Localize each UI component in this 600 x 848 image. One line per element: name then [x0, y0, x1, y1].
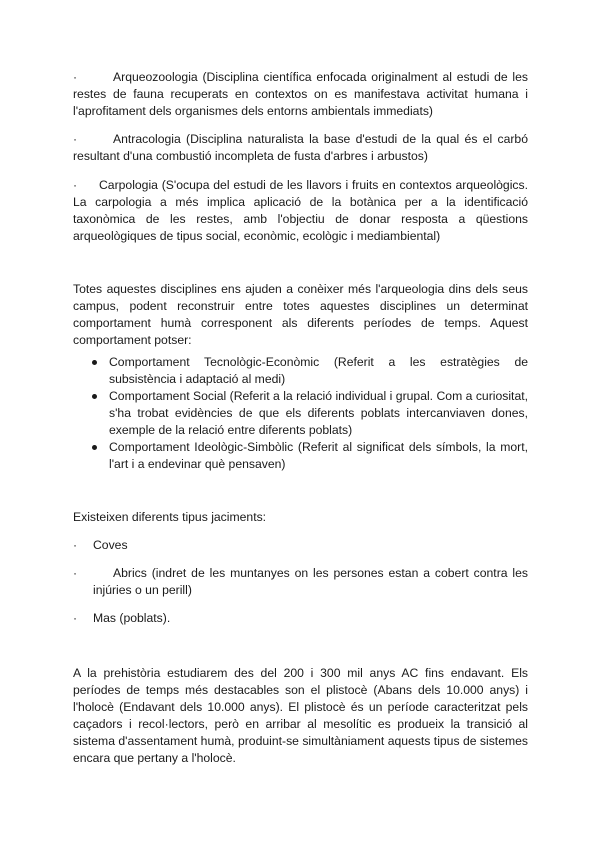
- prehistory-paragraph: A la prehistòria estudiarem des del 200 i 300 mil anys AC fins endavant. Els períodes de temps més destacables son el plistocè (Abans dels 10.000 anys) i l'holocè (Endavant dels 10.000 anys). El plistocè és un període caracteritzat pels caçadors i recol·lectors, però en arribar al mesolític es produeix la transició al sistema d'assentament humà, produint-se simultàniament aquests tipus de sistemes encara que pertany a l'holocè.: [73, 666, 528, 765]
- behaviour-text: Comportament Ideològic-Simbòlic (Referit al significat dels símbols, la mort, l'art i a endevinar què pensaven): [109, 440, 528, 471]
- site-item-abrics: [73, 565, 528, 599]
- list-marker: ·: [73, 70, 78, 84]
- behaviour-item: [73, 439, 528, 473]
- discipline-text: Carpologia (S'ocupa del estudi de les llavors i fruits en contextos arqueològics. La carpologia a més implica aplicació de la botànica per a la identificació taxonòmica de les restes, amb l'objectiu de donar resposta a qüestions arqueològiques de tipus social, econòmic, ecològic i mediambiental): [73, 178, 528, 243]
- site-text: Abrics (indret de les muntanyes on les persones estan a cobert contra les injúries o un perill): [93, 566, 528, 597]
- list-marker: ·: [73, 178, 78, 192]
- site-item-coves: [73, 537, 528, 554]
- list-marker: ·: [73, 538, 78, 552]
- discipline-item-carpologia: [73, 177, 528, 245]
- sites-heading: Existeixen diferents tipus jaciments:: [73, 510, 267, 524]
- intro-paragraph: Totes aquestes disciplines ens ajuden a conèixer més l'arqueologia dins dels seus campus, podent reconstruir entre totes aquestes disciplines un determinat comportament humà corresponent als diferents períodes de temps. Aquest comportament potser:: [73, 282, 528, 347]
- discipline-text: Antracologia (Disciplina naturalista la base d'estudi de la qual és el carbó resultant d'una combustió incompleta de fusta d'arbres i arbustos): [73, 132, 528, 163]
- discipline-item-antracologia: [73, 131, 528, 165]
- bullet-dot-icon: [92, 445, 97, 450]
- site-text: Coves: [93, 538, 128, 552]
- behaviour-item: [73, 354, 528, 388]
- behaviour-item: [73, 388, 528, 439]
- list-marker: ·: [73, 132, 78, 146]
- discipline-item-arqueozoologia: [73, 69, 528, 120]
- site-item-mas: [73, 610, 528, 627]
- behaviour-list: [73, 354, 528, 473]
- list-marker: ·: [73, 611, 78, 625]
- bullet-dot-icon: [92, 360, 97, 365]
- bullet-dot-icon: [92, 394, 97, 399]
- behaviour-text: Comportament Tecnològic-Econòmic (Referit a les estratègies de subsistència i adaptació al medi): [109, 355, 528, 386]
- site-text: Mas (poblats).: [93, 611, 171, 625]
- discipline-text: Arqueozoologia (Disciplina científica enfocada originalment al estudi de les restes de fauna recuperats en contextos on es manifestava activitat humana i l'aprofitament dels organismes dels entorns ambientals immediats): [73, 70, 528, 118]
- list-marker: ·: [73, 566, 78, 580]
- behaviour-text: Comportament Social (Referit a la relació individual i grupal. Com a curiositat, s'ha trobat evidències de que els diferents poblats intercanviaven dones, exemple de la relació entre diferents poblats): [109, 389, 528, 437]
